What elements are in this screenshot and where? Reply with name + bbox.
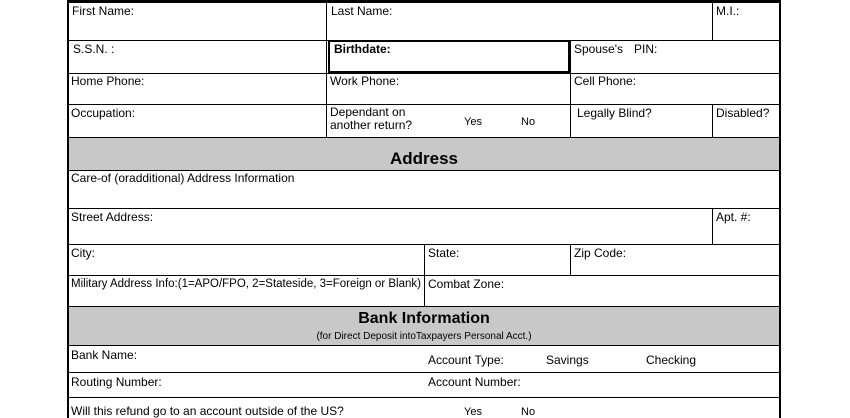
form-border-right [779, 0, 781, 418]
row-divider [67, 73, 781, 74]
ssn-label: S.S.N. : [73, 42, 115, 56]
row-divider [67, 208, 781, 209]
dependant-label: Dependant on another return? [330, 105, 413, 132]
outside-no-option[interactable]: No [521, 406, 536, 418]
cell-divider [712, 208, 713, 244]
care-of-label: Care-of (oradditional) Address Information [71, 171, 295, 185]
home-phone-label: Home Phone: [71, 74, 145, 88]
row-divider [67, 104, 781, 105]
spouses-label: Spouse's [574, 42, 623, 56]
first-name-label: First Name: [72, 4, 135, 18]
cell-divider [712, 104, 713, 137]
row-divider [67, 372, 781, 373]
account-number-label: Account Number: [428, 375, 521, 389]
cell-divider [712, 0, 713, 40]
checking-option[interactable]: Checking [646, 353, 697, 367]
combat-zone-label: Combat Zone: [428, 277, 505, 291]
form-border-left [67, 0, 69, 418]
dependant-yes-option[interactable]: Yes [464, 116, 482, 128]
outside-us-label: Will this refund go to an account outside of the US? [71, 404, 344, 418]
cell-divider [570, 244, 571, 275]
work-phone-label: Work Phone: [330, 74, 400, 88]
savings-option[interactable]: Savings [546, 353, 589, 367]
row-divider [67, 345, 781, 346]
cell-divider [326, 0, 327, 137]
state-label: State: [428, 246, 460, 260]
military-label: Military Address Info:(1=APO/FPO, 2=Stateside, 3=Foreign or Blank) [71, 278, 421, 290]
birthdate-label: Birthdate: [334, 42, 391, 56]
dependant-no-option[interactable]: No [521, 116, 536, 128]
disabled-label: Disabled? [716, 106, 770, 120]
zip-label: Zip Code: [574, 246, 627, 260]
legally-blind-label: Legally Blind? [577, 106, 652, 120]
occupation-label: Occupation: [71, 106, 136, 120]
pin-label: PIN: [634, 42, 658, 56]
bank-name-label: Bank Name: [71, 348, 138, 362]
address-title: Address [389, 149, 459, 168]
cell-divider [424, 244, 425, 306]
city-label: City: [71, 246, 95, 260]
mi-label: M.I.: [716, 4, 740, 18]
bank-title: Bank Information [358, 310, 490, 327]
street-label: Street Address: [71, 210, 154, 224]
row-divider [67, 397, 781, 398]
cell-phone-label: Cell Phone: [574, 74, 637, 88]
outside-yes-option[interactable]: Yes [464, 406, 482, 418]
apt-label: Apt. #: [716, 210, 751, 224]
routing-label: Routing Number: [71, 375, 162, 389]
form-border-top [67, 0, 781, 3]
account-type-label: Account Type: [428, 353, 504, 367]
cell-divider [570, 40, 571, 137]
bank-subtitle: (for Direct Deposit intoTaxpayers Personal Acct.) [316, 331, 532, 342]
last-name-label: Last Name: [331, 4, 393, 18]
